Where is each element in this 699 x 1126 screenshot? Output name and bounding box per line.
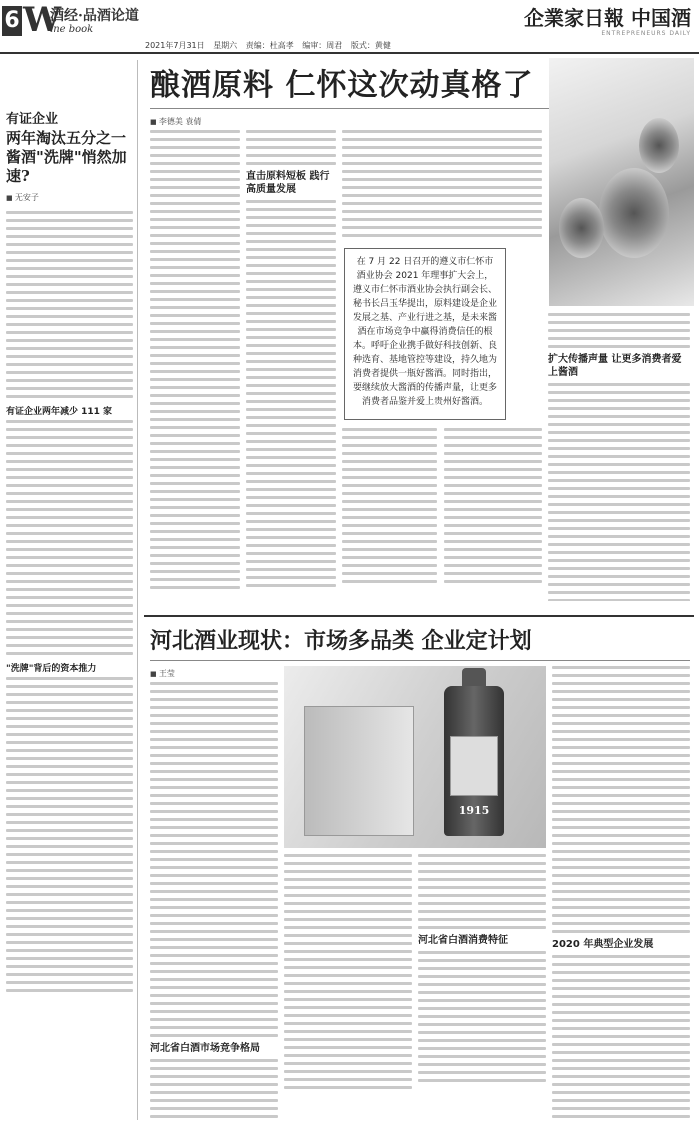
top-article-headline: 酿酒原料 仁怀这次动真格了 xyxy=(150,68,534,103)
bottom-article-subhead-3: 2020 年典型企业发展 xyxy=(552,939,654,950)
issue-weekday: 星期六 xyxy=(213,41,238,50)
section-divider xyxy=(144,615,694,617)
left-article-body-2 xyxy=(6,420,133,655)
section-initial: W xyxy=(23,0,62,40)
left-article-body-1 xyxy=(6,211,133,398)
masthead xyxy=(0,0,699,54)
bottom-article-rule xyxy=(150,660,690,661)
left-article-subhead-1: 有证企业两年减少 111 家 xyxy=(6,407,113,417)
bottle-year-label: 1915 xyxy=(458,804,490,817)
bottom-article-headline: 河北酒业现状：市场多品类 企业定计划 xyxy=(150,628,532,654)
bottom-article-column-3 xyxy=(418,854,546,1118)
issue-editor: 责编：杜高孝 xyxy=(245,41,294,50)
bottom-article-column-2 xyxy=(284,854,412,1118)
issue-proof: 编审：周君 xyxy=(302,41,343,50)
issue-design: 版式：黄健 xyxy=(350,41,391,50)
top-article-column-4 xyxy=(444,428,542,600)
top-article-column-3b xyxy=(342,428,437,600)
section-subtitle: ine book xyxy=(50,24,94,35)
gift-box-shape xyxy=(304,706,414,836)
left-article xyxy=(6,60,138,1120)
bottom-article-subhead-2: 河北省白酒消费特征 xyxy=(418,935,508,946)
top-article-pullquote: 在 7 月 22 日召开的遵义市仁怀市酒业协会 2021 年理事扩大会上，遵义市仁怀市酒业协会执行副会长、秘书长吕玉华提出，原料建设是企业发展之基、产业行进之基，是未来酱酒在市场竞争中赢得消费信任的根本。呼吁企业携手做好科技创新、良种选育、基地管控等建设，持久地为消费者提供一瓶好酱酒。同时指出，要继续放大酱酒的传播声量，让更多消费者品鉴并爱上贵州好酱酒。 xyxy=(344,248,506,420)
bottom-article-column-4 xyxy=(552,666,690,1118)
bottom-article-author: ■ 王莹 xyxy=(150,668,175,679)
left-article-kicker: 有证企业 xyxy=(6,112,59,127)
top-article-author: ■ 李德美 袁倩 xyxy=(150,116,201,127)
top-article-column-2 xyxy=(246,130,336,600)
top-article-column-3a xyxy=(342,130,542,245)
top-article xyxy=(144,58,694,608)
bottom-article xyxy=(144,618,694,1123)
top-article-column-1 xyxy=(150,130,240,600)
page-number: 6 xyxy=(2,6,22,36)
top-article-subhead-1: 直击原料短板 践行高质量发展 xyxy=(246,171,330,195)
top-article-subhead-2: 扩大传播声量 让更多消费者爱上酱酒 xyxy=(548,354,682,378)
left-article-author: ■ 无安子 xyxy=(6,192,133,203)
issue-info xyxy=(145,40,397,51)
left-article-headline: 两年淘汰五分之一 酱酒"洗牌"悄然加速? xyxy=(6,129,127,185)
bottom-article-subhead-1: 河北省白酒市场竞争格局 xyxy=(150,1043,260,1054)
newspaper-brand: 企業家日報 中国酒 xyxy=(524,6,691,30)
sorghum-flower-photo xyxy=(549,58,694,306)
left-article-body-3 xyxy=(6,677,133,992)
bottle-label-shape xyxy=(450,736,498,796)
issue-date: 2021年7月31日 xyxy=(145,41,205,50)
top-article-column-5 xyxy=(548,313,690,601)
baijiu-bottle-photo xyxy=(284,666,546,848)
bottom-article-column-1 xyxy=(150,682,278,1118)
section-title: 酒经·品酒论道 xyxy=(50,8,139,24)
left-article-subhead-2: "洗牌"背后的资本推力 xyxy=(6,664,97,674)
newspaper-brand-sub: ENTREPRENEURS DAILY xyxy=(601,30,691,37)
